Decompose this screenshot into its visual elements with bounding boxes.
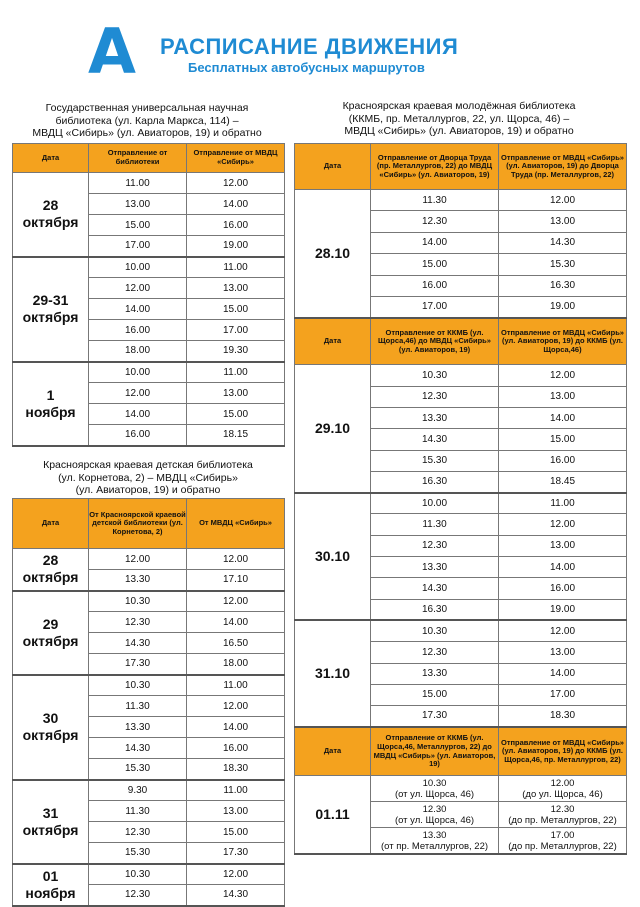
departure-time-cell: 10.30	[89, 864, 187, 885]
column-header: Дата	[295, 318, 371, 365]
date-cell: 30.10	[295, 493, 371, 621]
date-cell: 28.10	[295, 190, 371, 318]
return-time-cell: 12.00	[187, 591, 285, 612]
page-title: РАСПИСАНИЕ ДВИЖЕНИЯ	[160, 34, 459, 59]
column-header: Отправление от ККМБ (ул. Щорса,46, Металлургов, 22) до МВДЦ «Сибирь» (ул. Авиаторов, 19)	[371, 727, 499, 776]
return-time-cell: 18.30	[187, 759, 285, 780]
return-time-cell: 13.00	[499, 211, 627, 232]
departure-time-cell: 11.30	[371, 514, 499, 535]
departure-time-cell: 16.30	[371, 471, 499, 492]
date-cell	[13, 675, 89, 780]
departure-time-cell: 17.00	[371, 296, 499, 317]
return-time-cell: 11.00	[187, 257, 285, 278]
departure-time-cell: 15.00	[371, 684, 499, 705]
date-cell: 01.11	[295, 776, 371, 854]
departure-time-cell: 10.30	[371, 620, 499, 641]
departure-time-cell: 11.30	[89, 696, 187, 717]
departure-time-cell: 15.00	[89, 215, 187, 236]
return-time-cell: 18.30	[499, 706, 627, 727]
return-time-cell: 16.00	[499, 578, 627, 599]
return-time-cell: 11.00	[187, 675, 285, 696]
return-time-cell: 14.30	[499, 232, 627, 253]
departure-time-cell: 9.30	[89, 780, 187, 801]
date-text: октября	[22, 632, 79, 649]
return-time-cell: 13.00	[499, 642, 627, 663]
departure-time-cell: 14.00	[371, 232, 499, 253]
departure-time-cell: 11.30	[89, 801, 187, 822]
departure-time-cell: 12.00	[89, 383, 187, 404]
column-header: От МВДЦ «Сибирь»	[187, 499, 285, 549]
return-time-cell: 16.30	[499, 275, 627, 296]
departure-time-cell: 15.30	[371, 450, 499, 471]
route3-caption: Красноярская краевая молодёжная библиотека (ККМБ, пр. Металлургов, 22, ул. Щорса, 46) – МВДЦ «Сибирь» (ул. Авиаторов, 19) и обратно	[342, 100, 576, 137]
departure-time-cell: 15.30	[89, 843, 187, 864]
date-text: ноября	[25, 403, 76, 420]
column-header: Отправление от МВДЦ «Сибирь» (ул. Авиаторов, 19) до ККМБ (ул. Щорса,46)	[499, 318, 627, 365]
date-text: октября	[22, 309, 79, 325]
return-time-cell: 15.00	[499, 429, 627, 450]
date-text: 29	[42, 615, 59, 632]
date-text: октября	[22, 727, 79, 743]
departure-time-cell: 14.00	[89, 299, 187, 320]
departure-time-cell: 14.30	[89, 633, 187, 654]
return-time-cell: 12.00	[187, 549, 285, 570]
return-time-cell: 16.50	[187, 633, 285, 654]
date-text: 28	[42, 552, 59, 569]
departure-time-cell: 10.30	[89, 591, 187, 612]
return-time-cell: 15.00	[187, 404, 285, 425]
departure-time-cell: 14.30	[371, 429, 499, 450]
departure-time-cell: 10.00	[89, 257, 187, 278]
departure-time-cell: 10.30	[371, 365, 499, 386]
departure-time-cell: 13.30	[89, 717, 187, 738]
column-header: От Красноярской краевой детской библиотеки (ул. Корнетова, 2)	[89, 499, 187, 549]
table-row	[295, 776, 627, 802]
departure-time-cell: 11.00	[89, 173, 187, 194]
return-time-cell: 15.30	[499, 254, 627, 275]
return-time-cell: 19.30	[187, 341, 285, 362]
departure-time-cell: 12.00	[89, 549, 187, 570]
departure-time-cell: 14.30	[89, 738, 187, 759]
route2-caption: Красноярская краевая детская библиотека (ул. Корнетова, 2) – МВДЦ «Сибирь» (ул. Авиаторов, 19) и обратно	[43, 459, 253, 496]
departure-time-cell: 11.30	[371, 190, 499, 211]
return-time-cell: 19.00	[499, 599, 627, 620]
table-row	[295, 365, 627, 386]
date-text: ноября	[25, 884, 76, 901]
departure-time-cell: 17.30	[89, 654, 187, 675]
departure-time-cell: 12.30	[371, 535, 499, 556]
column-header: Отправление от ККМБ (ул. Щорса,46) до МВДЦ «Сибирь» (ул. Авиаторов, 19)	[371, 318, 499, 365]
return-time-cell: 14.00	[187, 194, 285, 215]
return-time-cell: 11.00	[499, 493, 627, 514]
table-row	[13, 864, 285, 885]
return-time-cell: 11.00	[187, 780, 285, 801]
column-header: Отправление от МВДЦ «Сибирь» (ул. Авиаторов, 19) до ККМБ (ул. Щорса,46, пр. Металлургов, 22)	[499, 727, 627, 776]
departure-time-cell: 12.30	[371, 642, 499, 663]
departure-time-cell: 15.00	[371, 254, 499, 275]
departure-time-cell: 13.30	[371, 407, 499, 428]
departure-time-cell: 16.00	[89, 320, 187, 341]
table-row	[13, 591, 285, 612]
logo-letter: А	[88, 15, 136, 88]
table-row	[295, 620, 627, 641]
route3-schedule-table	[294, 143, 627, 855]
departure-time-cell: 16.30	[371, 599, 499, 620]
date-cell	[13, 362, 89, 446]
departure-time-cell: 13.30	[371, 557, 499, 578]
departure-time-cell: 15.30	[89, 759, 187, 780]
date-cell: 31.10	[295, 620, 371, 726]
return-time-cell: 18.00	[187, 654, 285, 675]
departure-time-cell: 12.30	[89, 885, 187, 906]
return-time-cell: 14.30	[187, 885, 285, 906]
departure-time-cell: 14.30	[371, 578, 499, 599]
return-time-cell: 12.00	[187, 864, 285, 885]
date-text: 30	[42, 710, 59, 726]
column-header: Дата	[13, 144, 89, 173]
column-header: Отправление от Дворца Труда (пр. Металлургов, 22) до МВДЦ «Сибирь» (ул. Авиаторов, 19)	[371, 144, 499, 190]
date-text: 1	[46, 386, 55, 403]
return-time-cell: 19.00	[187, 236, 285, 257]
header-row	[295, 144, 627, 190]
departure-time-cell: 17.00	[89, 236, 187, 257]
return-time-cell: 14.00	[499, 663, 627, 684]
route2-schedule-table	[12, 498, 285, 907]
departure-time-cell: 12.30 (от ул. Щорса, 46)	[371, 802, 499, 828]
date-cell: 29.10	[295, 365, 371, 493]
date-text: октября	[22, 821, 79, 838]
date-text: октября	[22, 214, 79, 231]
return-time-cell: 12.00	[499, 514, 627, 535]
return-time-cell: 17.00	[187, 320, 285, 341]
return-time-cell: 17.00	[499, 684, 627, 705]
table-row	[13, 675, 285, 696]
departure-time-cell: 13.30	[371, 663, 499, 684]
table-row	[13, 780, 285, 801]
date-cell	[13, 780, 89, 864]
date-text: 28	[42, 197, 59, 214]
return-time-cell: 14.00	[499, 407, 627, 428]
return-time-cell: 12.00 (до ул. Щорса, 46)	[499, 776, 627, 802]
return-time-cell: 12.00	[499, 190, 627, 211]
departure-time-cell: 12.00	[89, 278, 187, 299]
return-time-cell: 13.00	[499, 386, 627, 407]
departure-time-cell: 13.30	[89, 570, 187, 591]
departure-time-cell: 12.30	[89, 612, 187, 633]
return-time-cell: 16.00	[187, 738, 285, 759]
date-text: 29-31	[32, 292, 69, 308]
departure-time-cell: 16.00	[371, 275, 499, 296]
date-text: октября	[22, 569, 79, 586]
return-time-cell: 17.30	[187, 843, 285, 864]
departure-time-cell: 14.00	[89, 404, 187, 425]
return-time-cell: 18.15	[187, 425, 285, 446]
return-time-cell: 12.30 (до пр. Металлургов, 22)	[499, 802, 627, 828]
departure-time-cell: 17.30	[371, 706, 499, 727]
return-time-cell: 13.00	[187, 278, 285, 299]
return-time-cell: 15.00	[187, 822, 285, 843]
departure-time-cell: 10.30 (от ул. Щорса, 46)	[371, 776, 499, 802]
return-time-cell: 13.00	[499, 535, 627, 556]
return-time-cell: 17.10	[187, 570, 285, 591]
return-time-cell: 12.00	[499, 620, 627, 641]
return-time-cell: 16.00	[187, 215, 285, 236]
date-cell	[13, 257, 89, 362]
header-row	[13, 499, 285, 549]
return-time-cell: 18.45	[499, 471, 627, 492]
departure-time-cell: 10.30	[89, 675, 187, 696]
date-cell	[13, 173, 89, 257]
departure-time-cell: 10.00	[371, 493, 499, 514]
return-time-cell: 17.00 (до пр. Металлургов, 22)	[499, 828, 627, 854]
return-time-cell: 14.00	[499, 557, 627, 578]
column-header: Отправление от МВДЦ «Сибирь» (ул. Авиаторов, 19) до Дворца Труда (пр. Металлургов, 22)	[499, 144, 627, 190]
return-time-cell: 12.00	[499, 365, 627, 386]
column-header: Дата	[295, 144, 371, 190]
header-row	[13, 144, 285, 173]
table-row	[13, 257, 285, 278]
departure-time-cell: 16.00	[89, 425, 187, 446]
date-cell	[13, 591, 89, 675]
table-row	[295, 190, 627, 211]
return-time-cell: 12.00	[187, 696, 285, 717]
header-row	[295, 318, 627, 365]
departure-time-cell: 12.30	[89, 822, 187, 843]
return-time-cell: 14.00	[187, 612, 285, 633]
return-time-cell: 11.00	[187, 362, 285, 383]
table-row	[13, 549, 285, 570]
table-row	[13, 362, 285, 383]
return-time-cell: 19.00	[499, 296, 627, 317]
return-time-cell: 16.00	[499, 450, 627, 471]
column-header: Дата	[295, 727, 371, 776]
date-cell	[13, 549, 89, 591]
departure-time-cell: 13.00	[89, 194, 187, 215]
departure-time-cell: 18.00	[89, 341, 187, 362]
departure-time-cell: 12.30	[371, 386, 499, 407]
column-header: Дата	[13, 499, 89, 549]
table-row	[13, 173, 285, 194]
return-time-cell: 13.00	[187, 801, 285, 822]
departure-time-cell: 13.30 (от пр. Металлургов, 22)	[371, 828, 499, 854]
page-subtitle: Бесплатных автобусных маршрутов	[188, 60, 425, 75]
table-row	[295, 493, 627, 514]
date-text: 31	[42, 804, 59, 821]
return-time-cell: 15.00	[187, 299, 285, 320]
route1-schedule-table	[12, 143, 285, 447]
return-time-cell: 12.00	[187, 173, 285, 194]
date-cell	[13, 864, 89, 906]
route1-caption: Государственная универсальная научная библиотека (ул. Карла Маркса, 114) – МВДЦ «Сибирь» (ул. Авиаторов, 19) и обратно	[32, 102, 262, 139]
column-header: Отправление от МВДЦ «Сибирь»	[187, 144, 285, 173]
return-time-cell: 14.00	[187, 717, 285, 738]
header-row	[295, 727, 627, 776]
date-text: 01	[42, 867, 59, 884]
departure-time-cell: 12.30	[371, 211, 499, 232]
departure-time-cell: 10.00	[89, 362, 187, 383]
return-time-cell: 13.00	[187, 383, 285, 404]
column-header: Отправление от библиотеки	[89, 144, 187, 173]
